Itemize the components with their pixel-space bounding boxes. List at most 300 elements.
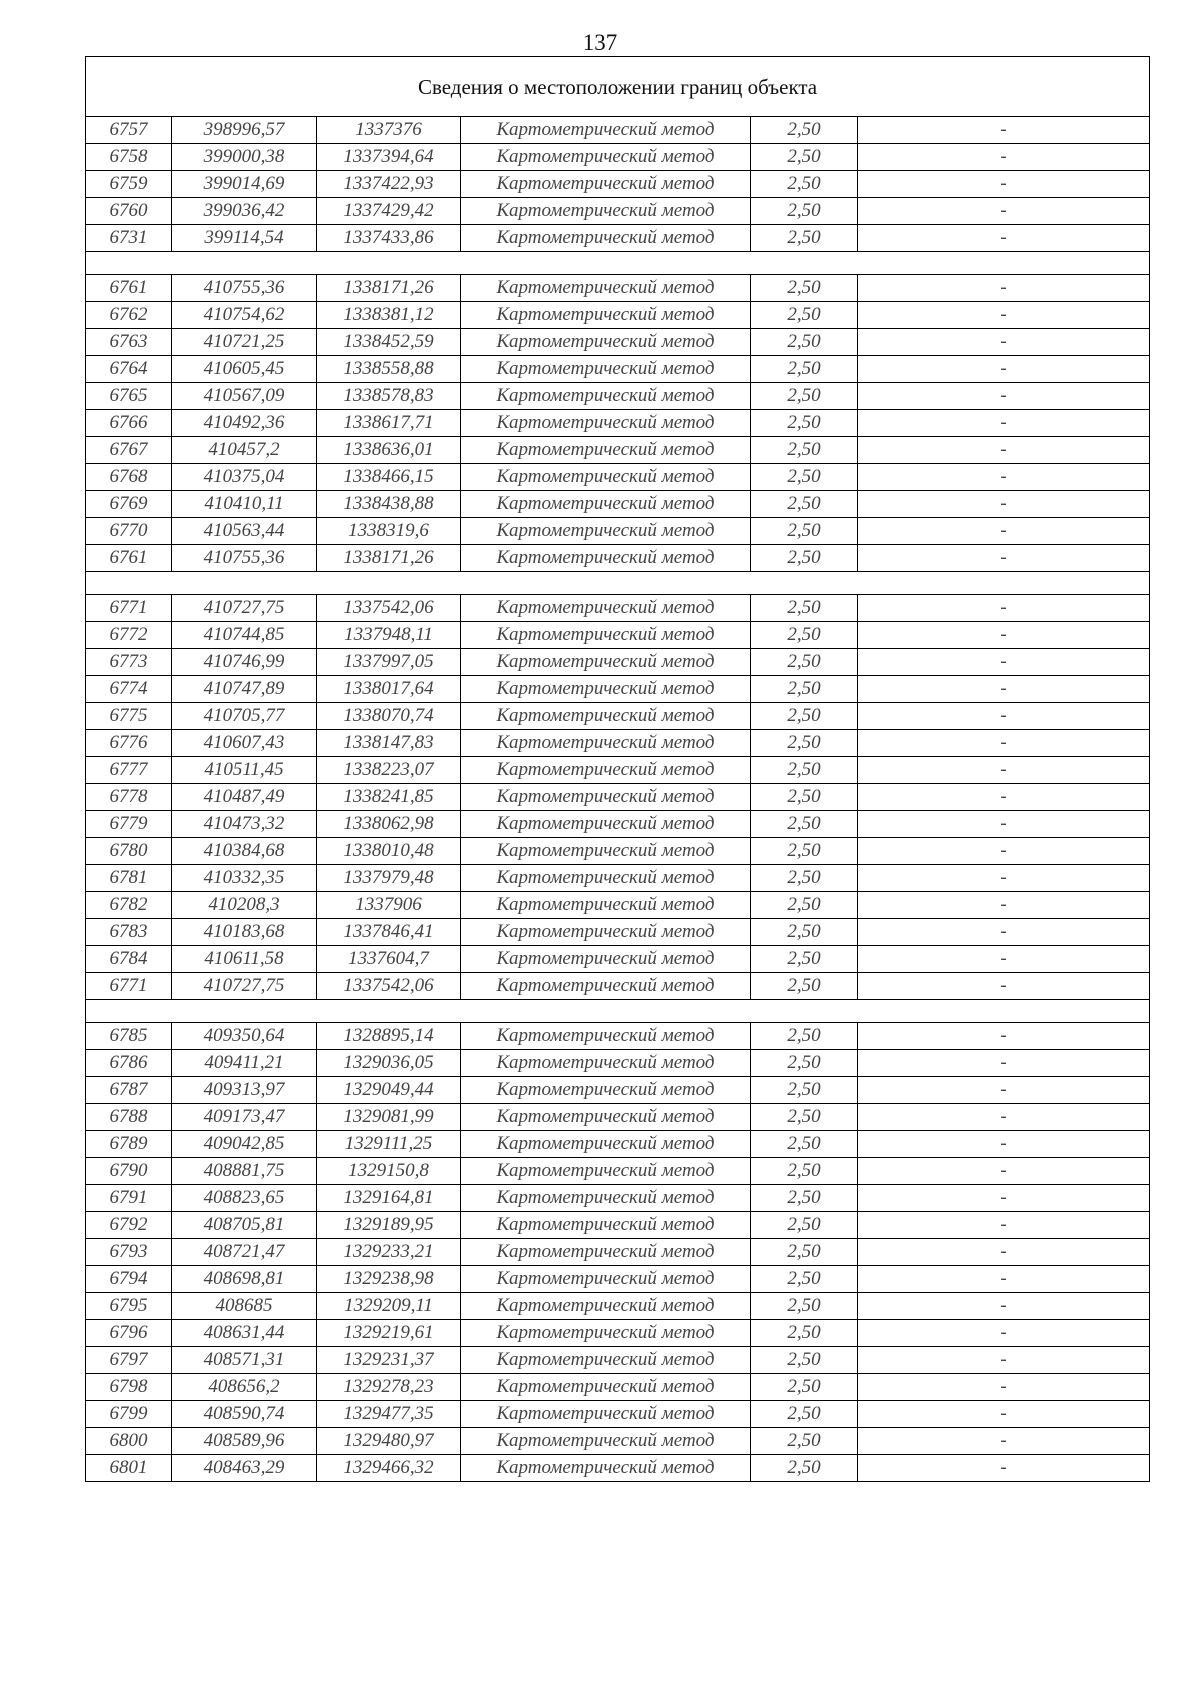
- x-coordinate-cell: 410563,44: [172, 518, 317, 545]
- table-row: [86, 545, 1150, 572]
- y-coordinate-cell: 1329164,81: [317, 1185, 461, 1212]
- point-number-cell: 6789: [86, 1131, 172, 1158]
- method-cell: Картометрический метод: [461, 892, 751, 919]
- method-cell: Картометрический метод: [461, 410, 751, 437]
- y-coordinate-cell: 1337979,48: [317, 865, 461, 892]
- method-cell: Картометрический метод: [461, 1104, 751, 1131]
- precision-cell: 2,50: [751, 171, 858, 198]
- x-coordinate-cell: 410332,35: [172, 865, 317, 892]
- method-cell: Картометрический метод: [461, 865, 751, 892]
- method-cell: Картометрический метод: [461, 1320, 751, 1347]
- y-coordinate-cell: 1337429,42: [317, 198, 461, 225]
- precision-cell: 2,50: [751, 892, 858, 919]
- precision-cell: 2,50: [751, 1212, 858, 1239]
- x-coordinate-cell: 408881,75: [172, 1158, 317, 1185]
- table-row: [86, 464, 1150, 491]
- method-cell: Картометрический метод: [461, 649, 751, 676]
- y-coordinate-cell: 1329150,8: [317, 1158, 461, 1185]
- table-row: [86, 1320, 1150, 1347]
- y-coordinate-cell: 1338617,71: [317, 410, 461, 437]
- point-number-cell: 6769: [86, 491, 172, 518]
- precision-cell: 2,50: [751, 464, 858, 491]
- method-cell: Картометрический метод: [461, 302, 751, 329]
- description-cell: -: [858, 730, 1150, 757]
- x-coordinate-cell: 410755,36: [172, 545, 317, 572]
- precision-cell: 2,50: [751, 491, 858, 518]
- precision-cell: 2,50: [751, 1077, 858, 1104]
- table-row: [86, 329, 1150, 356]
- y-coordinate-cell: 1338070,74: [317, 703, 461, 730]
- x-coordinate-cell: 410754,62: [172, 302, 317, 329]
- table-row: [86, 1347, 1150, 1374]
- method-cell: Картометрический метод: [461, 1158, 751, 1185]
- group-separator-cell: [86, 252, 1150, 275]
- table-row: [86, 703, 1150, 730]
- table-row: [86, 1050, 1150, 1077]
- title-row: [86, 57, 1150, 117]
- table-row: [86, 1266, 1150, 1293]
- method-cell: Картометрический метод: [461, 1293, 751, 1320]
- description-cell: -: [858, 329, 1150, 356]
- precision-cell: 2,50: [751, 518, 858, 545]
- table-row: [86, 1293, 1150, 1320]
- method-cell: Картометрический метод: [461, 225, 751, 252]
- table-row: [86, 302, 1150, 329]
- x-coordinate-cell: 408698,81: [172, 1266, 317, 1293]
- point-number-cell: 6760: [86, 198, 172, 225]
- point-number-cell: 6758: [86, 144, 172, 171]
- y-coordinate-cell: 1329466,32: [317, 1455, 461, 1482]
- x-coordinate-cell: 410611,58: [172, 946, 317, 973]
- table-row: [86, 1023, 1150, 1050]
- table-row: [86, 1239, 1150, 1266]
- point-number-cell: 6767: [86, 437, 172, 464]
- table-title: Сведения о местоположении границ объекта: [86, 57, 1150, 117]
- table-row: [86, 1158, 1150, 1185]
- point-number-cell: 6764: [86, 356, 172, 383]
- x-coordinate-cell: 408705,81: [172, 1212, 317, 1239]
- method-cell: Картометрический метод: [461, 811, 751, 838]
- description-cell: -: [858, 518, 1150, 545]
- point-number-cell: 6777: [86, 757, 172, 784]
- precision-cell: 2,50: [751, 811, 858, 838]
- point-number-cell: 6776: [86, 730, 172, 757]
- point-number-cell: 6782: [86, 892, 172, 919]
- group-separator-row: [86, 252, 1150, 275]
- table-row: [86, 730, 1150, 757]
- table-row: [86, 1428, 1150, 1455]
- y-coordinate-cell: 1338466,15: [317, 464, 461, 491]
- method-cell: Картометрический метод: [461, 144, 751, 171]
- description-cell: -: [858, 1023, 1150, 1050]
- precision-cell: 2,50: [751, 1239, 858, 1266]
- description-cell: -: [858, 1050, 1150, 1077]
- method-cell: Картометрический метод: [461, 275, 751, 302]
- description-cell: -: [858, 838, 1150, 865]
- x-coordinate-cell: 410727,75: [172, 973, 317, 1000]
- method-cell: Картометрический метод: [461, 383, 751, 410]
- description-cell: -: [858, 117, 1150, 144]
- y-coordinate-cell: 1337542,06: [317, 595, 461, 622]
- precision-cell: 2,50: [751, 1185, 858, 1212]
- description-cell: -: [858, 622, 1150, 649]
- point-number-cell: 6757: [86, 117, 172, 144]
- method-cell: Картометрический метод: [461, 595, 751, 622]
- point-number-cell: 6763: [86, 329, 172, 356]
- x-coordinate-cell: 410755,36: [172, 275, 317, 302]
- method-cell: Картометрический метод: [461, 757, 751, 784]
- description-cell: -: [858, 1131, 1150, 1158]
- description-cell: -: [858, 946, 1150, 973]
- precision-cell: 2,50: [751, 302, 858, 329]
- point-number-cell: 6761: [86, 545, 172, 572]
- precision-cell: 2,50: [751, 410, 858, 437]
- point-number-cell: 6784: [86, 946, 172, 973]
- table-row: [86, 144, 1150, 171]
- method-cell: Картометрический метод: [461, 1347, 751, 1374]
- y-coordinate-cell: 1338578,83: [317, 383, 461, 410]
- y-coordinate-cell: 1338381,12: [317, 302, 461, 329]
- method-cell: Картометрический метод: [461, 1428, 751, 1455]
- precision-cell: 2,50: [751, 1158, 858, 1185]
- y-coordinate-cell: 1329049,44: [317, 1077, 461, 1104]
- y-coordinate-cell: 1329219,61: [317, 1320, 461, 1347]
- description-cell: -: [858, 225, 1150, 252]
- x-coordinate-cell: 399014,69: [172, 171, 317, 198]
- precision-cell: 2,50: [751, 1293, 858, 1320]
- description-cell: -: [858, 1266, 1150, 1293]
- table-row: [86, 198, 1150, 225]
- point-number-cell: 6768: [86, 464, 172, 491]
- point-number-cell: 6785: [86, 1023, 172, 1050]
- method-cell: Картометрический метод: [461, 518, 751, 545]
- method-cell: Картометрический метод: [461, 329, 751, 356]
- y-coordinate-cell: 1338452,59: [317, 329, 461, 356]
- precision-cell: 2,50: [751, 919, 858, 946]
- point-number-cell: 6762: [86, 302, 172, 329]
- description-cell: -: [858, 1158, 1150, 1185]
- y-coordinate-cell: 1338171,26: [317, 275, 461, 302]
- precision-cell: 2,50: [751, 622, 858, 649]
- precision-cell: 2,50: [751, 703, 858, 730]
- x-coordinate-cell: 399000,38: [172, 144, 317, 171]
- precision-cell: 2,50: [751, 1455, 858, 1482]
- y-coordinate-cell: 1338636,01: [317, 437, 461, 464]
- description-cell: -: [858, 545, 1150, 572]
- point-number-cell: 6771: [86, 973, 172, 1000]
- description-cell: -: [858, 757, 1150, 784]
- precision-cell: 2,50: [751, 865, 858, 892]
- table-row: [86, 491, 1150, 518]
- point-number-cell: 6759: [86, 171, 172, 198]
- y-coordinate-cell: 1337948,11: [317, 622, 461, 649]
- method-cell: Картометрический метод: [461, 1212, 751, 1239]
- precision-cell: 2,50: [751, 784, 858, 811]
- table-row: [86, 437, 1150, 464]
- y-coordinate-cell: 1329477,35: [317, 1401, 461, 1428]
- description-cell: -: [858, 1347, 1150, 1374]
- y-coordinate-cell: 1329081,99: [317, 1104, 461, 1131]
- y-coordinate-cell: 1338147,83: [317, 730, 461, 757]
- description-cell: -: [858, 1428, 1150, 1455]
- table-row: [86, 275, 1150, 302]
- point-number-cell: 6797: [86, 1347, 172, 1374]
- precision-cell: 2,50: [751, 1374, 858, 1401]
- group-separator-cell: [86, 572, 1150, 595]
- x-coordinate-cell: 410511,45: [172, 757, 317, 784]
- precision-cell: 2,50: [751, 329, 858, 356]
- group-separator-cell: [86, 1000, 1150, 1023]
- table-row: [86, 117, 1150, 144]
- description-cell: -: [858, 595, 1150, 622]
- precision-cell: 2,50: [751, 356, 858, 383]
- x-coordinate-cell: 408631,44: [172, 1320, 317, 1347]
- precision-cell: 2,50: [751, 838, 858, 865]
- table-row: [86, 410, 1150, 437]
- method-cell: Картометрический метод: [461, 1077, 751, 1104]
- x-coordinate-cell: 410607,43: [172, 730, 317, 757]
- description-cell: -: [858, 1185, 1150, 1212]
- method-cell: Картометрический метод: [461, 622, 751, 649]
- x-coordinate-cell: 408571,31: [172, 1347, 317, 1374]
- description-cell: -: [858, 302, 1150, 329]
- x-coordinate-cell: 410721,25: [172, 329, 317, 356]
- method-cell: Картометрический метод: [461, 1131, 751, 1158]
- point-number-cell: 6783: [86, 919, 172, 946]
- point-number-cell: 6779: [86, 811, 172, 838]
- description-cell: -: [858, 356, 1150, 383]
- point-number-cell: 6800: [86, 1428, 172, 1455]
- point-number-cell: 6775: [86, 703, 172, 730]
- precision-cell: 2,50: [751, 1023, 858, 1050]
- description-cell: -: [858, 1077, 1150, 1104]
- description-cell: -: [858, 383, 1150, 410]
- precision-cell: 2,50: [751, 595, 858, 622]
- x-coordinate-cell: 410492,36: [172, 410, 317, 437]
- point-number-cell: 6772: [86, 622, 172, 649]
- x-coordinate-cell: 408590,74: [172, 1401, 317, 1428]
- y-coordinate-cell: 1329278,23: [317, 1374, 461, 1401]
- y-coordinate-cell: 1337376: [317, 117, 461, 144]
- table-row: [86, 595, 1150, 622]
- method-cell: Картометрический метод: [461, 171, 751, 198]
- description-cell: -: [858, 1320, 1150, 1347]
- precision-cell: 2,50: [751, 225, 858, 252]
- description-cell: -: [858, 1239, 1150, 1266]
- x-coordinate-cell: 409411,21: [172, 1050, 317, 1077]
- table-row: [86, 973, 1150, 1000]
- method-cell: Картометрический метод: [461, 1374, 751, 1401]
- point-number-cell: 6731: [86, 225, 172, 252]
- y-coordinate-cell: 1329036,05: [317, 1050, 461, 1077]
- table-row: [86, 171, 1150, 198]
- method-cell: Картометрический метод: [461, 730, 751, 757]
- x-coordinate-cell: 408721,47: [172, 1239, 317, 1266]
- description-cell: -: [858, 649, 1150, 676]
- point-number-cell: 6793: [86, 1239, 172, 1266]
- table-row: [86, 676, 1150, 703]
- method-cell: Картометрический метод: [461, 1023, 751, 1050]
- description-cell: -: [858, 1455, 1150, 1482]
- point-number-cell: 6770: [86, 518, 172, 545]
- point-number-cell: 6798: [86, 1374, 172, 1401]
- precision-cell: 2,50: [751, 117, 858, 144]
- y-coordinate-cell: 1338171,26: [317, 545, 461, 572]
- method-cell: Картометрический метод: [461, 919, 751, 946]
- precision-cell: 2,50: [751, 1104, 858, 1131]
- x-coordinate-cell: 410605,45: [172, 356, 317, 383]
- table-row: [86, 784, 1150, 811]
- table-row: [86, 1185, 1150, 1212]
- table-row: [86, 811, 1150, 838]
- method-cell: Картометрический метод: [461, 491, 751, 518]
- point-number-cell: 6765: [86, 383, 172, 410]
- description-cell: -: [858, 892, 1150, 919]
- precision-cell: 2,50: [751, 1320, 858, 1347]
- y-coordinate-cell: 1338241,85: [317, 784, 461, 811]
- y-coordinate-cell: 1338062,98: [317, 811, 461, 838]
- method-cell: Картометрический метод: [461, 838, 751, 865]
- description-cell: -: [858, 491, 1150, 518]
- method-cell: Картометрический метод: [461, 676, 751, 703]
- table-row: [86, 518, 1150, 545]
- description-cell: -: [858, 144, 1150, 171]
- table-row: [86, 1401, 1150, 1428]
- x-coordinate-cell: 410473,32: [172, 811, 317, 838]
- x-coordinate-cell: 409042,85: [172, 1131, 317, 1158]
- precision-cell: 2,50: [751, 545, 858, 572]
- method-cell: Картометрический метод: [461, 545, 751, 572]
- description-cell: -: [858, 198, 1150, 225]
- x-coordinate-cell: 410567,09: [172, 383, 317, 410]
- description-cell: -: [858, 676, 1150, 703]
- table-row: [86, 838, 1150, 865]
- description-cell: -: [858, 1212, 1150, 1239]
- precision-cell: 2,50: [751, 1401, 858, 1428]
- table-row: [86, 757, 1150, 784]
- table-row: [86, 919, 1150, 946]
- y-coordinate-cell: 1329233,21: [317, 1239, 461, 1266]
- x-coordinate-cell: 399114,54: [172, 225, 317, 252]
- table-row: [86, 356, 1150, 383]
- description-cell: -: [858, 703, 1150, 730]
- group-separator-row: [86, 572, 1150, 595]
- point-number-cell: 6790: [86, 1158, 172, 1185]
- method-cell: Картометрический метод: [461, 1239, 751, 1266]
- x-coordinate-cell: 399036,42: [172, 198, 317, 225]
- table-row: [86, 1374, 1150, 1401]
- description-cell: -: [858, 1401, 1150, 1428]
- description-cell: -: [858, 171, 1150, 198]
- y-coordinate-cell: 1329189,95: [317, 1212, 461, 1239]
- table-row: [86, 1455, 1150, 1482]
- point-number-cell: 6791: [86, 1185, 172, 1212]
- table-row: [86, 622, 1150, 649]
- y-coordinate-cell: 1338438,88: [317, 491, 461, 518]
- y-coordinate-cell: 1329480,97: [317, 1428, 461, 1455]
- precision-cell: 2,50: [751, 1428, 858, 1455]
- point-number-cell: 6766: [86, 410, 172, 437]
- group-separator-row: [86, 1000, 1150, 1023]
- point-number-cell: 6778: [86, 784, 172, 811]
- description-cell: -: [858, 464, 1150, 491]
- description-cell: -: [858, 865, 1150, 892]
- x-coordinate-cell: 410384,68: [172, 838, 317, 865]
- y-coordinate-cell: 1337542,06: [317, 973, 461, 1000]
- x-coordinate-cell: 410410,11: [172, 491, 317, 518]
- description-cell: -: [858, 437, 1150, 464]
- precision-cell: 2,50: [751, 1050, 858, 1077]
- y-coordinate-cell: 1338010,48: [317, 838, 461, 865]
- description-cell: -: [858, 919, 1150, 946]
- method-cell: Картометрический метод: [461, 703, 751, 730]
- table-row: [86, 383, 1150, 410]
- x-coordinate-cell: 408589,96: [172, 1428, 317, 1455]
- point-number-cell: 6796: [86, 1320, 172, 1347]
- x-coordinate-cell: 409350,64: [172, 1023, 317, 1050]
- precision-cell: 2,50: [751, 198, 858, 225]
- method-cell: Картометрический метод: [461, 1050, 751, 1077]
- x-coordinate-cell: 410746,99: [172, 649, 317, 676]
- y-coordinate-cell: 1337433,86: [317, 225, 461, 252]
- x-coordinate-cell: 410705,77: [172, 703, 317, 730]
- x-coordinate-cell: 409313,97: [172, 1077, 317, 1104]
- precision-cell: 2,50: [751, 730, 858, 757]
- y-coordinate-cell: 1328895,14: [317, 1023, 461, 1050]
- precision-cell: 2,50: [751, 649, 858, 676]
- description-cell: -: [858, 1293, 1150, 1320]
- description-cell: -: [858, 784, 1150, 811]
- table-row: [86, 1077, 1150, 1104]
- precision-cell: 2,50: [751, 275, 858, 302]
- point-number-cell: 6792: [86, 1212, 172, 1239]
- y-coordinate-cell: 1337906: [317, 892, 461, 919]
- x-coordinate-cell: 410208,3: [172, 892, 317, 919]
- x-coordinate-cell: 410183,68: [172, 919, 317, 946]
- method-cell: Картометрический метод: [461, 973, 751, 1000]
- precision-cell: 2,50: [751, 757, 858, 784]
- table-row: [86, 225, 1150, 252]
- x-coordinate-cell: 408463,29: [172, 1455, 317, 1482]
- x-coordinate-cell: 398996,57: [172, 117, 317, 144]
- boundary-table: [85, 56, 1150, 1482]
- table-row: [86, 1104, 1150, 1131]
- y-coordinate-cell: 1329209,11: [317, 1293, 461, 1320]
- description-cell: -: [858, 1374, 1150, 1401]
- x-coordinate-cell: 410744,85: [172, 622, 317, 649]
- point-number-cell: 6787: [86, 1077, 172, 1104]
- point-number-cell: 6795: [86, 1293, 172, 1320]
- precision-cell: 2,50: [751, 1131, 858, 1158]
- point-number-cell: 6786: [86, 1050, 172, 1077]
- point-number-cell: 6761: [86, 275, 172, 302]
- method-cell: Картометрический метод: [461, 464, 751, 491]
- y-coordinate-cell: 1338319,6: [317, 518, 461, 545]
- method-cell: Картометрический метод: [461, 1455, 751, 1482]
- table-row: [86, 892, 1150, 919]
- precision-cell: 2,50: [751, 437, 858, 464]
- table-row: [86, 946, 1150, 973]
- precision-cell: 2,50: [751, 946, 858, 973]
- y-coordinate-cell: 1329238,98: [317, 1266, 461, 1293]
- point-number-cell: 6771: [86, 595, 172, 622]
- description-cell: -: [858, 973, 1150, 1000]
- precision-cell: 2,50: [751, 144, 858, 171]
- method-cell: Картометрический метод: [461, 1266, 751, 1293]
- point-number-cell: 6794: [86, 1266, 172, 1293]
- description-cell: -: [858, 811, 1150, 838]
- x-coordinate-cell: 410457,2: [172, 437, 317, 464]
